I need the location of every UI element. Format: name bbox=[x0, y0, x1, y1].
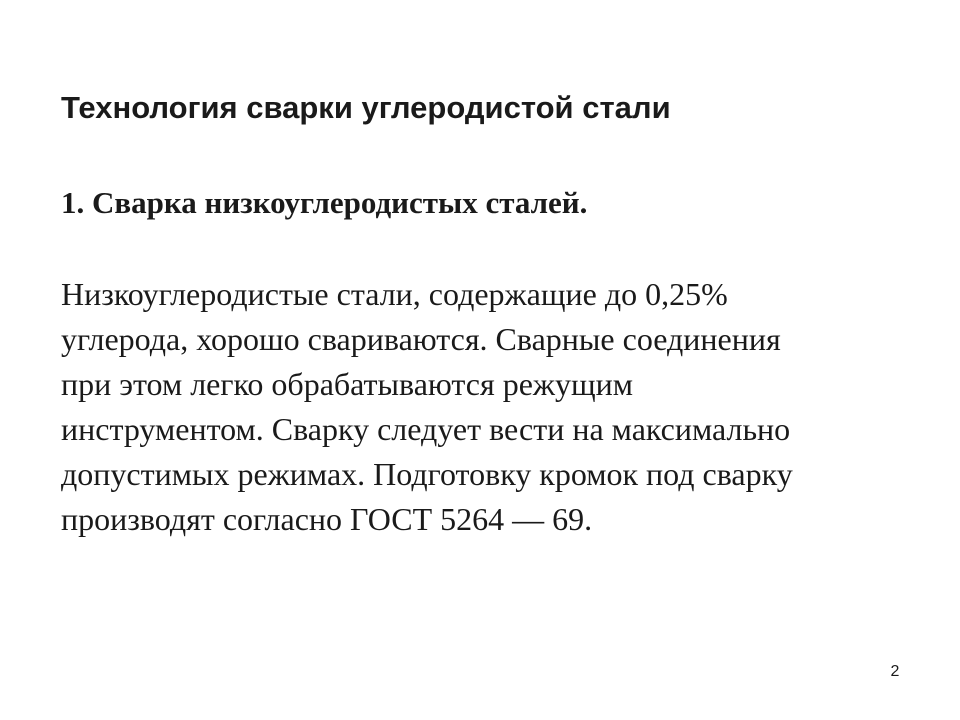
section-heading: 1. Сварка низкоуглеродистых сталей. bbox=[61, 185, 588, 220]
paragraph-line: углерода, хорошо свариваются. Сварные соединения bbox=[61, 321, 781, 357]
paragraph-line: Низкоуглеродистые стали, содержащие до 0,25% bbox=[61, 276, 728, 312]
body-paragraph bbox=[61, 272, 921, 542]
page-number: 2 bbox=[890, 663, 900, 680]
paragraph-line: допустимых режимах. Подготовку кромок под сварку bbox=[61, 456, 793, 492]
slide-title: Технология сварки углеродистой стали bbox=[61, 90, 671, 125]
paragraph-line: при этом легко обрабатываются режущим bbox=[61, 366, 634, 402]
paragraph-line: производят согласно ГОСТ 5264 — 69. bbox=[61, 501, 593, 537]
paragraph-line: инструментом. Сварку следует вести на максимально bbox=[61, 411, 791, 447]
